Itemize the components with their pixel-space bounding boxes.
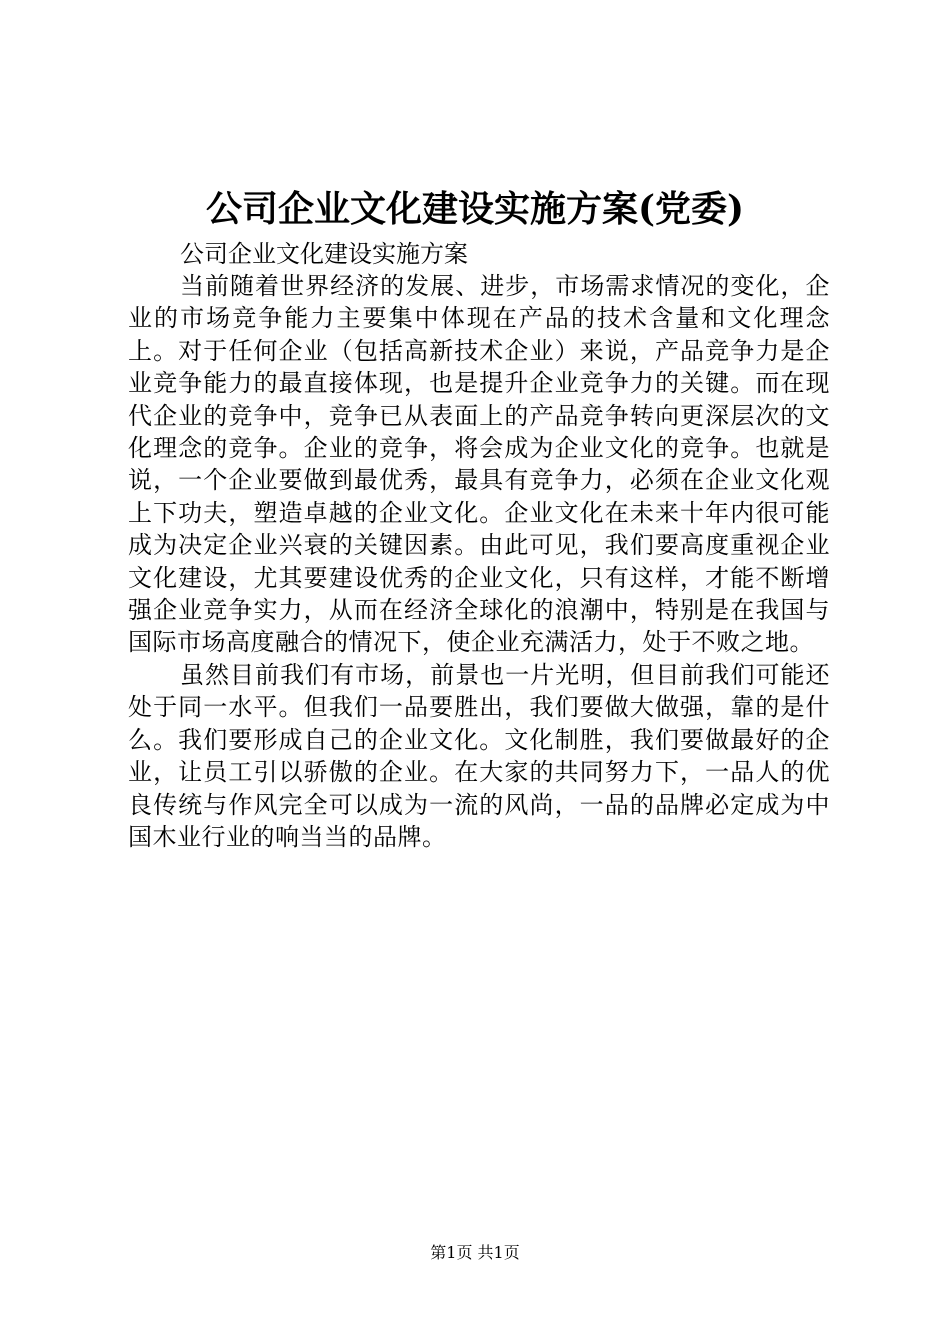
body-paragraph-2: 虽然目前我们有市场，前景也一片光明，但目前我们可能还处于同一水平。但我们一品要胜出，我们要做大做强，靠的是什么。我们要形成自己的企业文化。文化制胜，我们要做最好的企业，让员工引以骄傲的企业。在大家的共同努力下，一品人的优良传统与作风完全可以成为一流的风尚，一品的品牌必定成为中国木业行业的响当当的品牌。 bbox=[128, 660, 830, 851]
page-footer: 第1页 共1页 bbox=[430, 1243, 520, 1262]
document-title: 公司企业文化建设实施方案(党委) bbox=[205, 188, 745, 230]
document-subtitle: 公司企业文化建设实施方案 bbox=[180, 240, 468, 268]
document-body bbox=[128, 238, 830, 853]
body-paragraph-1: 当前随着世界经济的发展、进步，市场需求情况的变化，企业的市场竞争能力主要集中体现在产品的技术含量和文化理念上。对于任何企业（包括高新技术企业）来说，产品竞争力是企业竞争能力的最直接体现，也是提升企业竞争力的关键。而在现代企业的竞争中，竞争已从表面上的产品竞争转向更深层次的文化理念的竞争。企业的竞争，将会成为企业文化的竞争。也就是说，一个企业要做到最优秀，最具有竞争力，必须在企业文化观上下功夫，塑造卓越的企业文化。企业文化在未来十年内很可能成为决定企业兴衰的关键因素。由此可见，我们要高度重视企业文化建设，尤其要建设优秀的企业文化，只有这样，才能不断增强企业竞争实力，从而在经济全球化的浪潮中，特别是在我国与国际市场高度融合的情况下，使企业充满活力，处于不败之地。 bbox=[128, 272, 830, 657]
